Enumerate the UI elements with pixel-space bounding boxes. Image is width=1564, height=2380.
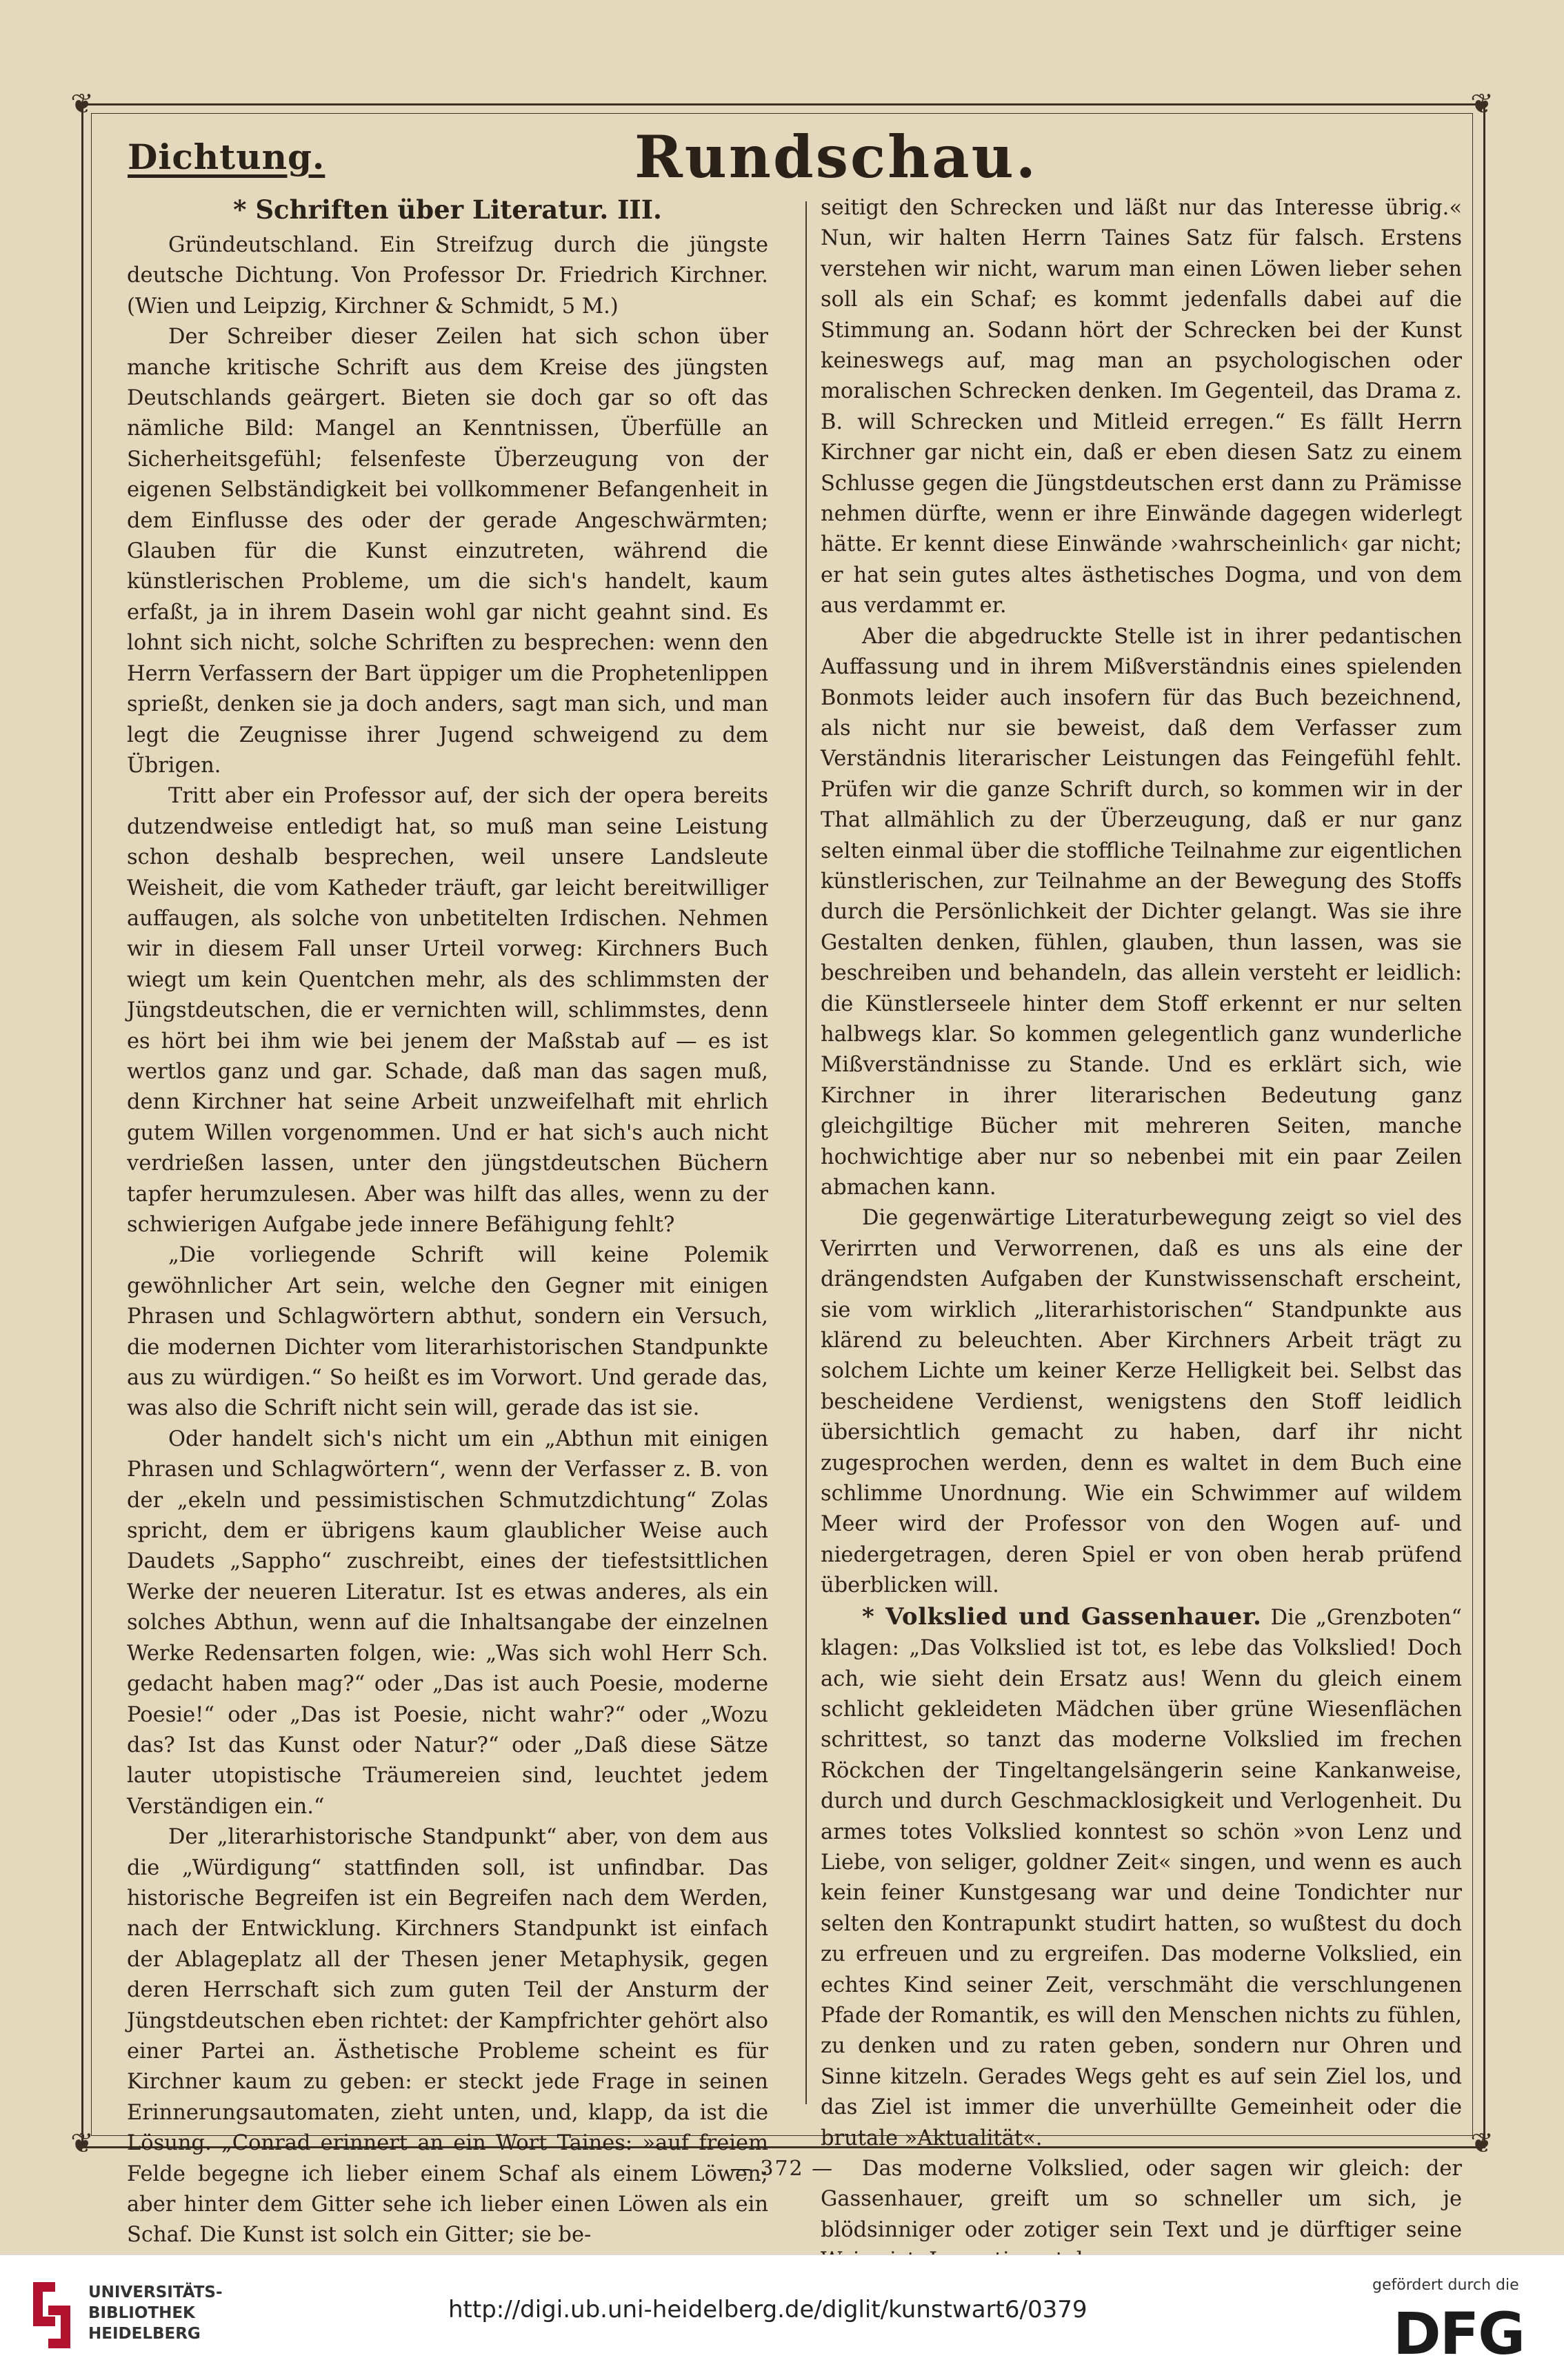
library-name — [88, 2282, 223, 2344]
library-name-line: UNIVERSITÄTS- — [88, 2283, 223, 2301]
article-paragraph: „Die vorliegende Schrift will keine Polemik gewöhnlicher Art sein, welche den Gegner mit einigen Phrasen und Schlagwörtern abthut, sondern ein Versuch, die modernen Dichter vom literarhistorischen Standpunkte aus zu würdigen.“ So heißt es im Vorwort. Und gerade das, was also die Schrift nicht sein will, gerade das ist sie. — [127, 1243, 768, 1421]
article-paragraph: seitigt den Schrecken und läßt nur das Interesse übrig.« Nun, wir halten Herrn Taines Satz für falsch. Erstens verstehen wir nicht, warum man einen Löwen lieber sehen soll als ein Schaf; es kommt jedenfalls dabei auf die Stimmung an. Sodann hört der Schrecken bei der Kunst keineswegs auf, mag man an psychologischen oder moralischen Schrecken denken. Im Gegenteil, das Drama z. B. will Schrecken und Mitleid erregen.“ Es fällt Herrn Kirchner gar nicht ein, daß er eben diesen Satz zu einem Schlusse gegen die Jüngstdeutschen erst dann zu Prämisse nehmen dürfte, wenn er ihre Einwände dagegen widerlegt hätte. Er kennt diese Einwände ›wahrscheinlich‹ gar nicht; er hat sein gutes altes ästhetisches Dogma, und von dem aus verdammt er. — [821, 196, 1462, 618]
article-paragraph: Aber die abgedruckte Stelle ist in ihrer pedantischen Auffassung und in ihrem Mißverständnis eines spielenden Bonmots leider auch insofern für das Buch bezeichnend, als nicht nur sie beweist, daß dem Verfasser zum Verständnis literarischer Leistungen das Feingefühl fehlt. Prüfen wir die ganze Schrift durch, so kommen wir in der That allmählich zu der Überzeugung, daß er nur ganz selten einmal über die stoffliche Teilnahme zur eigentlichen künstlerischen, zur Teilnahme an der Bewegung des Stoffs durch die Persönlichkeit der Dichter gelangt. Was sie ihre Gestalten denken, fühlen, glauben, thun lassen, was sie beschreiben und behandeln, das allein versteht er leidlich: die Künstlerseele hinter dem Stoff erkennt er nur selten halbwegs klar. So kommen gelegentlich ganz wunderliche Mißverständnisse zu Stande. Und es erklärt sich, wie Kirchner in ihrer literarischen Bedeutung ganz gleichgiltige Bücher mit mehreren Seiten, manche hochwichtige aber nur so nebenbei mit ein paar Zeilen abmachen kann. — [821, 624, 1462, 1200]
article-paragraph: Der Schreiber dieser Zeilen hat sich schon über manche kritische Schrift aus dem Kreise des jüngsten Deutschlands geärgert. Bieten sie doch gar so oft das nämliche Bild: Mangel an Kenntnissen, Überfülle an Sicherheitsgefühl; felsenfeste Überzeugung von der eigenen Selbständigkeit bei vollkommener Befangenheit in dem Einflusse des oder der gerade Angeschwärmten; Glauben für die Kunst einzutreten, während die künstlerischen Probleme, um die sich's handelt, kaum erfaßt, ja in ihrem Dasein wohl gar nicht geahnt sind. Es lohnt sich nicht, solche Schriften zu besprechen: wenn den Herrn Verfassern der Bart üppiger um die Prophetenlippen sprießt, denken sie ja doch anders, sagt man sich, und man legt die Zeugnisse ihrer Jugend schweigend zu dem Übrigen. — [127, 325, 768, 778]
article-paragraph: Tritt aber ein Professor auf, der sich der opera bereits dutzendweise entledigt hat, so muß man seine Leistung schon deshalb besprechen, weil unsere Landsleute Weisheit, die vom Katheder träuft, gar leicht bereitwilliger auffaugen, als solche von unbetitelten Irdischen. Nehmen wir in diesem Fall unser Urteil vorweg: Kirchners Buch wiegt um kein Quentchen mehr, als des schlimmsten der Jüngstdeutschen, die er vernichten will, schlimmstes, denn es hört bei ihm wie bei jenem der Maßstab auf — es ist wertlos ganz und gar. Schade, daß man das sagen muß, denn Kirchner hat seine Arbeit unzweifelhaft mit ehrlich gutem Willen vorgenommen. Und er hat sich's auch nicht verdrießen lassen, unter den jüngstdeutschen Büchern tapfer herumzulesen. Aber was hilft das alles, wenn zu der schwierigen Aufgabe jede innere Befähigung fehlt? — [127, 784, 768, 1237]
flourish-ornament-icon: ❦ — [1470, 88, 1494, 120]
article-paragraph — [821, 1602, 1462, 2154]
article-inline-heading: * Volkslied und Gassenhauer. — [862, 1602, 1262, 1631]
article-paragraph: Die gegenwärtige Literaturbewegung zeigt so viel des Verirrten und Verworrenen, daß es uns als eine der drängendsten Aufgaben der Kunstwissenschaft erscheint, sie vom wirklich „literarhistorischen“ Standpunkte aus klärend zu beleuchten. Aber Kirchners Arbeit trägt zu solchem Lichte um keiner Kerze Helligkeit bei. Selbst das bescheidene Verdienst, wenigstens den Stoff leidlich übersichtlich gemacht zu haben, darf ihr nicht zugesprochen werden, denn es waltet in dem Buch eine schlimme Unordnung. Wie ein Schwimmer auf wildem Meer wird der Professor von den Wogen auf- und niedergetragen, deren Spiel er von oben herab prüfend überblicken will. — [821, 1206, 1462, 1598]
library-name-line: HEIDELBERG — [88, 2325, 201, 2343]
article-paragraph: Oder handelt sich's nicht um ein „Abthun mit einigen Phrasen und Schlagwörtern“, wenn der Verfasser z. B. von der „ekeln und pessimistischen Schmutzdichtung“ Zolas spricht, dem er übrigens kaum glaublicher Weise auch Daudets „Sappho“ zuschreibt, eines der tiefestsittlichen Werke der neueren Literatur. Ist es etwas anderes, als ein solches Abthun, wenn auf die Inhaltsangabe der einzelnen Werke Redensarten folgen, wie: „Was sich wohl Herr Sch. gedacht haben mag?“ oder „Das ist auch Poesie, moderne Poesie!“ oder „Das ist Poesie, nicht wahr?“ oder „Wozu das? Ist das Kunst oder Natur?“ oder „Daß diese Sätze lauter utopistische Träumereien sind, leuchtet jedem Verständigen ein.“ — [127, 1426, 768, 1819]
flourish-ornament-icon: ❦ — [1470, 2128, 1494, 2159]
library-name-line: BIBLIOTHEK — [88, 2304, 195, 2322]
flourish-ornament-icon: ❦ — [70, 88, 94, 120]
section-label: Dichtung. — [128, 137, 325, 177]
column-divider — [805, 201, 807, 2104]
left-column — [127, 193, 768, 2251]
flourish-ornament-icon: ❦ — [70, 2128, 94, 2159]
page-number: — 372 — — [730, 2157, 834, 2181]
funding-note: gefördert durch die — [1372, 2277, 1519, 2294]
source-url-link[interactable]: http://digi.ub.uni-heidelberg.de/diglit/kunstwart6/0379 — [448, 2296, 1087, 2323]
article-heading: * Schriften über Literatur. III. — [233, 194, 662, 225]
article-paragraph: Gründeutschland. Ein Streifzug durch die jüngste deutsche Dichtung. Von Professor Dr. Friedrich Kirchner. (Wien und Leipzig, Kirchner & Schmidt, 5 M.) — [127, 233, 768, 319]
right-column — [821, 193, 1462, 2277]
article-paragraph-text: Die „Grenzboten“ klagen: „Das Volkslied ist tot, es lebe das Volkslied! Doch ach, wie sieht dein Ersatz aus! Wenn du gleich einem schlicht gekleideten Mädchen über grüne Wiesenflächen schrittest, so tanzt das moderne Volkslied im frechen Röckchen der Tingeltangelsängerin seine Kankanweise, durch und durch Geschmacklosigkeit und Verlogenheit. Du armes totes Volkslied konntest so schön »von Lenz und Liebe, von seliger, goldner Zeit« singen, und wenn es auch kein feiner Kunstgesang war und deine Tondichter nur selten den Kontrapunkt studirt hatten, so wußtest du doch zu erfreuen und zu ergreifen. Das moderne Volkslied, ein echtes Kind seiner Zeit, verschmäht die verschlungenen Pfade der Romantik, es will den Menschen nichts zu fühlen, zu denken und zu raten geben, sondern nur Ohren und Sinne kitzeln. Gerades Wegs geht es auf sein Ziel los, und das Ziel ist immer die unverhüllte Gemeinheit oder die brutale »Aktualität«. — [821, 1605, 1462, 2150]
dfg-logo-icon[interactable]: DFG — [1393, 2300, 1525, 2368]
article-paragraph: Das moderne Volkslied, oder sagen wir gleich: der Gassenhauer, greift um so schneller um sich, je blödsinniger oder zotiger sein Text und je dürftiger seine — [821, 2157, 1462, 2242]
masthead-title: Rundschau. — [634, 123, 1038, 191]
ub-heidelberg-logo-icon[interactable] — [28, 2275, 77, 2355]
article-paragraph: Der „literarhistorische Standpunkt“ aber, von dem aus die „Würdigung“ stattfinden soll, ist unfindbar. Das historische Begreifen ist ein Begreifen nach dem Werden, nach der Entwicklung. Kirchners Standpunkt ist einfach der Ablageplatz all der Thesen jener Metaphysik, gegen deren Herrschaft sich zum guten Teil der Ansturm der Jüngstdeutschen eben richtet: der Kampfrichter gehört also einer Partei an. Ästhetische Probleme scheint es für Kirchner kaum zu geben: er steckt jede Frage in seinen Erinnerungsautomaten, zieht unten, und, klapp, da ist die Lösung. „Conrad erinnert an ein Wort Taines: »auf freiem Felde begegne ich lieber einem Schaf als einem Löwen; aber hinter dem Gitter sehe ich lieber einen Löwen als ein Schaf. Die Kunst ist solch ein Gitter; sie be- — [127, 1825, 768, 2248]
